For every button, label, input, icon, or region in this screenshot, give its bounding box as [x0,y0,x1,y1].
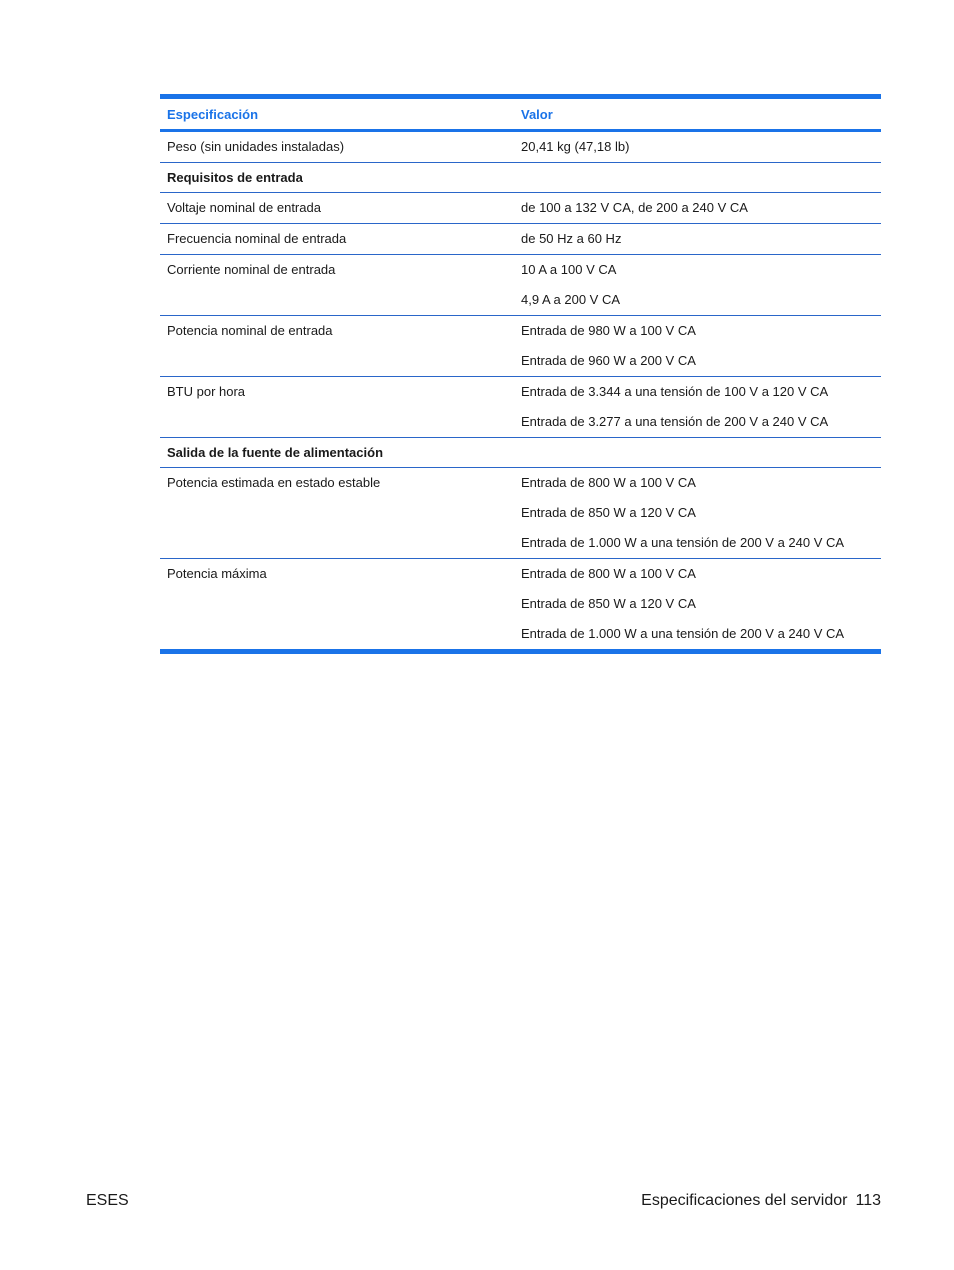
spec-value: de 50 Hz a 60 Hz [521,231,622,246]
spec-value: Entrada de 850 W a 120 V CA [521,505,696,520]
section-title: Requisitos de entrada [167,170,303,185]
spec-value: Entrada de 3.344 a una tensión de 100 V a 120 V CA [521,384,829,399]
table-row [160,559,881,649]
footer-locale-code: ESES [86,1192,129,1209]
spec-name: Potencia máxima [167,566,267,581]
table-row [160,132,881,163]
table-header-row [160,99,881,132]
spec-name: Frecuencia nominal de entrada [167,231,347,246]
spec-value: Entrada de 1.000 W a una tensión de 200 V a 240 V CA [521,626,845,641]
spec-value: Entrada de 800 W a 100 V CA [521,566,696,581]
spec-value: Entrada de 3.277 a una tensión de 200 V a 240 V CA [521,414,829,429]
spec-name: Voltaje nominal de entrada [167,200,321,215]
specifications-table [160,94,881,654]
spec-value: 4,9 A a 200 V CA [521,292,621,307]
table-row [160,255,881,316]
spec-value-cell [521,316,881,376]
spec-value: Entrada de 800 W a 100 V CA [521,475,696,490]
table-row [160,224,881,255]
spec-value-cell [521,468,881,558]
spec-value: Entrada de 850 W a 120 V CA [521,596,696,611]
spec-name: Potencia estimada en estado estable [167,475,381,490]
table-row [160,193,881,224]
spec-name: Potencia nominal de entrada [167,323,333,338]
section-title: Salida de la fuente de alimentación [167,445,384,460]
footer-section-title: Especificaciones del servidor [641,1192,848,1209]
spec-value: 10 A a 100 V CA [521,262,617,277]
footer-section [641,1192,881,1210]
section-header-row [160,438,881,468]
spec-value-cell [521,224,881,254]
spec-value: de 100 a 132 V CA, de 200 a 240 V CA [521,200,748,215]
spec-value: Entrada de 980 W a 100 V CA [521,323,696,338]
table-row [160,316,881,377]
spec-value-cell [521,193,881,223]
table-row [160,468,881,559]
spec-name: Peso (sin unidades instaladas) [167,139,345,154]
spec-value-cell [521,559,881,649]
spec-value-cell [521,132,881,162]
table-row [160,377,881,438]
spec-value-cell [521,377,881,437]
spec-name: Corriente nominal de entrada [167,262,336,277]
spec-value: Entrada de 960 W a 200 V CA [521,353,696,368]
spec-value-cell [521,438,881,467]
spec-name: BTU por hora [167,384,246,399]
spec-value-cell [521,163,881,192]
page-number: 113 [855,1192,881,1209]
spec-value-cell [521,255,881,315]
section-header-row [160,163,881,193]
table-body [160,132,881,649]
header-specification: Especificación [167,106,259,122]
spec-value: 20,41 kg (47,18 lb) [521,139,630,154]
spec-value: Entrada de 1.000 W a una tensión de 200 V a 240 V CA [521,535,845,550]
header-value: Valor [521,106,553,122]
